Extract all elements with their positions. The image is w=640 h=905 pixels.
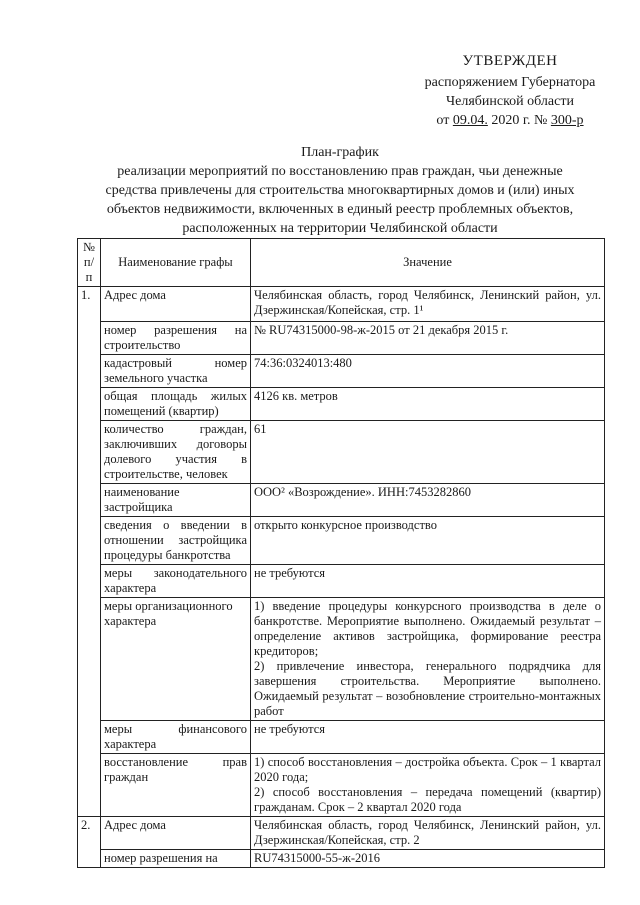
document-title xyxy=(95,143,585,238)
table-row xyxy=(78,817,605,850)
table-row xyxy=(78,322,605,355)
title-line-1: План-график xyxy=(301,145,379,160)
approval-line-2: Челябинской области xyxy=(446,94,574,109)
approval-number: 300-р xyxy=(550,113,584,128)
row-name: наименование застройщика xyxy=(101,484,251,517)
table-row xyxy=(78,721,605,754)
table-row xyxy=(78,287,605,322)
title-line-4: объектов недвижимости, включенных в единый реестр проблемных объектов, xyxy=(106,202,574,217)
row-name: Адрес дома xyxy=(101,817,251,850)
object-number: 2. xyxy=(78,817,101,868)
header-num: № п/п xyxy=(78,239,101,287)
title-line-2: реализации мероприятий по восстановлению прав граждан, чьи денежные xyxy=(117,164,563,179)
row-value: ООО² «Возрождение». ИНН:7453282860 xyxy=(251,484,605,517)
row-name: восстановление прав граждан xyxy=(101,754,251,817)
approval-line-1: распоряжением Губернатора xyxy=(424,75,596,90)
approval-heading: УТВЕРЖДЕН xyxy=(462,53,558,69)
row-name: Адрес дома xyxy=(101,287,251,322)
row-name: количество граждан, заключивших договоры долевого участия в строительстве, человек xyxy=(101,421,251,484)
row-value: 4126 кв. метров xyxy=(251,388,605,421)
row-name: меры организационного характера xyxy=(101,598,251,721)
row-value-multi xyxy=(251,598,605,721)
row-value: открыто конкурсное производство xyxy=(251,517,605,565)
restoration-2: 2) способ восстановления – передача помещений (квартир) гражданам. Срок – 2 квартал 2020 года xyxy=(254,785,601,814)
row-name: кадастровый номер земельного участка xyxy=(101,355,251,388)
plan-table xyxy=(77,238,605,868)
row-name: меры финансового характера xyxy=(101,721,251,754)
row-value: Челябинская область, город Челябинск, Ленинский район, ул. Дзержинская/Копейская, стр. 2 xyxy=(251,817,605,850)
row-value-multi xyxy=(251,754,605,817)
approval-date: 09.04. xyxy=(452,113,488,128)
table-header-row xyxy=(78,239,605,287)
table-row xyxy=(78,754,605,817)
row-value: не требуются xyxy=(251,565,605,598)
table-row xyxy=(78,517,605,565)
table-row xyxy=(78,388,605,421)
row-name: общая площадь жилых помещений (квартир) xyxy=(101,388,251,421)
approval-prefix: от xyxy=(436,113,450,128)
table-row xyxy=(78,598,605,721)
restoration-1: 1) способ восстановления – достройка объекта. Срок – 1 квартал 2020 года; xyxy=(254,755,601,784)
title-line-5: расположенных на территории Челябинской области xyxy=(182,221,498,236)
row-value: № RU74315000-98-ж-2015 от 21 декабря 2015 г. xyxy=(251,322,605,355)
row-value: 61 xyxy=(251,421,605,484)
row-value: 74:36:0324013:480 xyxy=(251,355,605,388)
header-name: Наименование графы xyxy=(101,239,251,287)
row-name: сведения о введении в отношении застройщика процедуры банкротства xyxy=(101,517,251,565)
object-number: 1. xyxy=(78,287,101,817)
header-value: Значение xyxy=(251,239,605,287)
row-value: не требуются xyxy=(251,721,605,754)
row-name: номер разрешения на xyxy=(101,850,251,868)
table-row xyxy=(78,850,605,868)
table-row xyxy=(78,355,605,388)
table-row xyxy=(78,565,605,598)
title-line-3: средства привлечены для строительства многоквартирных домов и (или) иных xyxy=(105,183,575,198)
row-name: меры законодательного характера xyxy=(101,565,251,598)
row-value: RU74315000-55-ж-2016 xyxy=(251,850,605,868)
measure-1: 1) введение процедуры конкурсного производства в деле о банкротстве. Мероприятие выполнено. Ожидаемый результат – определение активов застройщика, формирование реестра кредиторов; xyxy=(254,599,601,658)
approval-year: 2020 г. № xyxy=(491,113,548,128)
measure-2: 2) привлечение инвестора, генерального подрядчика для завершения строительства. Мероприятие выполнено. Ожидаемый результат – возобновление строительно-монтажных работ xyxy=(254,659,601,718)
row-value: Челябинская область, город Челябинск, Ленинский район, ул. Дзержинская/Копейская, стр. 1¹ xyxy=(251,287,605,322)
table-row xyxy=(78,421,605,484)
row-name: номер разрешения на строительство xyxy=(101,322,251,355)
approval-date-line xyxy=(400,111,620,130)
table-row xyxy=(78,484,605,517)
approval-stamp xyxy=(400,52,620,130)
